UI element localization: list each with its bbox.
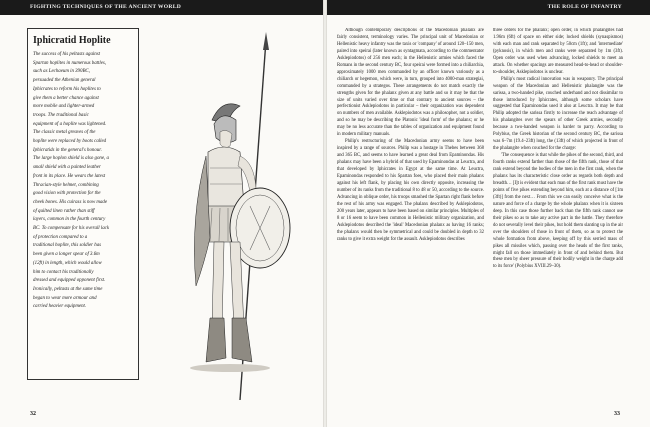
right-header-text: THE ROLE OF INFANTRY <box>547 4 622 10</box>
paragraph: Philip's most radical innovation was in weaponry. The principal weapon of the Macedonian and Hellenistic phalangite was the sarissa, a two-handed pike, couched underhand and not dissimilar to those introduced by Iphicrates, although some scholars have suggested that Epaminondas used it also at Leuctra. It may be that Philip adopted the sarissa firstly to increase the reach advantage of his phalangites over the spears of other Greek armies, secondly because a two-handed weapon is harder to parry. According to Polybius, the Greek historian of the second century BC, the sarissa was 6–7m (19.4–23ft) long, the (13ft) of which projected in front of the phalangite when couched for the charge: <box>493 76 623 152</box>
left-running-header: FIGHTING TECHNIQUES OF THE ANCIENT WORLD <box>0 0 323 15</box>
sidebar-title: Iphicratid Hoplite <box>33 35 111 46</box>
paragraph: Philip's restructuring of the Macedonian army seems to have been inspired by a range of sources. Philip was a hostage in Thebes between 368 and 365 BC, and seems to have learned a great deal from Epaminondas. His phalanx may have been a hybrid of that used by Epaminondas at Leuctra, and that developed by Iphicrates in Egypt at the same time. At Leuctra, Epaminondas responded to his Spartan foes, who placed their main phalanx against his left flank, by placing his own directly opposite, increasing the number of its ranks from the traditional 8 to 48 or 50, according to the source. Advancing in oblique order, his troops smashed the Spartan right flank before the rest of his army was engaged. The phalanx described by Asklepiodotos, 200 years later, appears to have been based on similar principles. Multiples of 8 or 16 seem to have been common in Hellenistic military organization, and Asklepiodotos described the 'ideal' Macedonian phalanx as having 16 ranks; the phalanx would then be symmetrical and could be doubled in depth to 32 ranks to give it extra weight for the assault. Asklepiodotos describes <box>337 139 484 242</box>
text-column-left <box>337 28 484 396</box>
paragraph: Although contemporary descriptions of the Macedonian phalanx are fairly consistent, terminology varies. The principal unit of Macedonian or Hellenistic heavy infantry was the taxis or 'company' of around 120–150 men, paired into speirai (later known as syntagmata, according to the commentator Asklepiodotos) of 256 men each; in the Hellenistic armies which faced the Romans in the second century BC, four speirai were formed into a chiliarchia, approximately 1000 men commanded by an officer known variously as a chiliarch or hegemon, which were, in turn, grouped into 4000-man strategiai, commanded by a strategos. These arrangements do not match exactly the strengths given for the phalanx given at any battle and so it may be that the size of units varied over time or that contrary to ancient sources – the perfectionist Asklepiodotos in particular – their organization was dependent on numbers of men available. Asklepiodotos was a philosopher, not a soldier, and so he may be describing the Platonic 'ideal form' of the phalanx; or he may be no less accurate than the tables of organization and equipment found in modern military manuals. <box>337 28 484 138</box>
paragraph: three orders for the phalanx; open order, in which phalangites had 1.96m (6ft) of space on either side; locked shields (synaspismos) with each man and rank separated by 50cm (1ft); and 'intermediate' (pyknosis), in which men and ranks were separated by 1m (3ft). Open order was used when advancing, locked shields to meet an attack. On whether spacings are measured head-to-head or shoulder-to-shoulder, Asklepiodotos is unclear. <box>493 28 623 75</box>
left-page-number: 32 <box>30 411 36 417</box>
left-page <box>0 0 323 427</box>
text-column-right <box>493 28 623 396</box>
right-page-number: 33 <box>614 411 620 417</box>
right-page <box>327 0 650 427</box>
right-running-header <box>327 0 650 15</box>
sidebar-box <box>27 28 139 380</box>
quotation-paragraph: 'The consequence is that while the pikes of the second, third, and fourth ranks extend farther than those of the fifth rank, those of that rank extend beyond the bodies of the men in the first rank, when the phalanx has its characteristic close order as regards both depth and breadth… [I]t is evident that each man of the first rank must have the points of five pikes extending beyond him, each at a distance of [1m (3ft)] from the next… From this we can easily conceive what is the nature and force of a charge by the whole phalanx when it is sixteen deep. In this case those further back than the fifth rank cannot use their pikes so as to take any active part in the battle. They therefore do not severally level their pikes, but hold them slanting up in the air over the shoulders of those in front of them, so as to protect the whole formation from above, keeping off by this serried mass of pikes all missiles which, passing over the heads of the first ranks, might fall on those immediately in front of and behind them. But these men by sheer pressure of their bodily weight in the charge add to its force' (Polybius XVIII.29–30). <box>493 153 623 270</box>
hoplite-illustration <box>170 28 300 408</box>
sidebar-caption: The success of his peltasts against Spartan hoplites in numerous battles, such as Lechaeum in 390BC, persuaded the Athenian general Iphicrates to reform his hoplites to give them a better chance against more mobile and lighter-armed troops. The traditional basic equipment of a hoplite was lightened. The classic metal greaves of the hoplite were replaced by boots called Iphicratids in the general's honour. The large hoplon shield is also gone, a small shield with a painted leather front in its place. He wears the latest Thracian-style helmet, combining good vision with protection for the cheek bones. His cuirass is now made of quilted linen rather than stiff layers, common in the fourth century BC. To compensate for his overall lack of protection compared to a traditional hoplite, this soldier has been given a longer spear of 3.6m (12ft) in length, which would allow him to contact his traditionally dressed and equipped opponent first. Ironically, peltasts at the same time began to wear more armour and carried heavier equipment. <box>33 52 110 310</box>
